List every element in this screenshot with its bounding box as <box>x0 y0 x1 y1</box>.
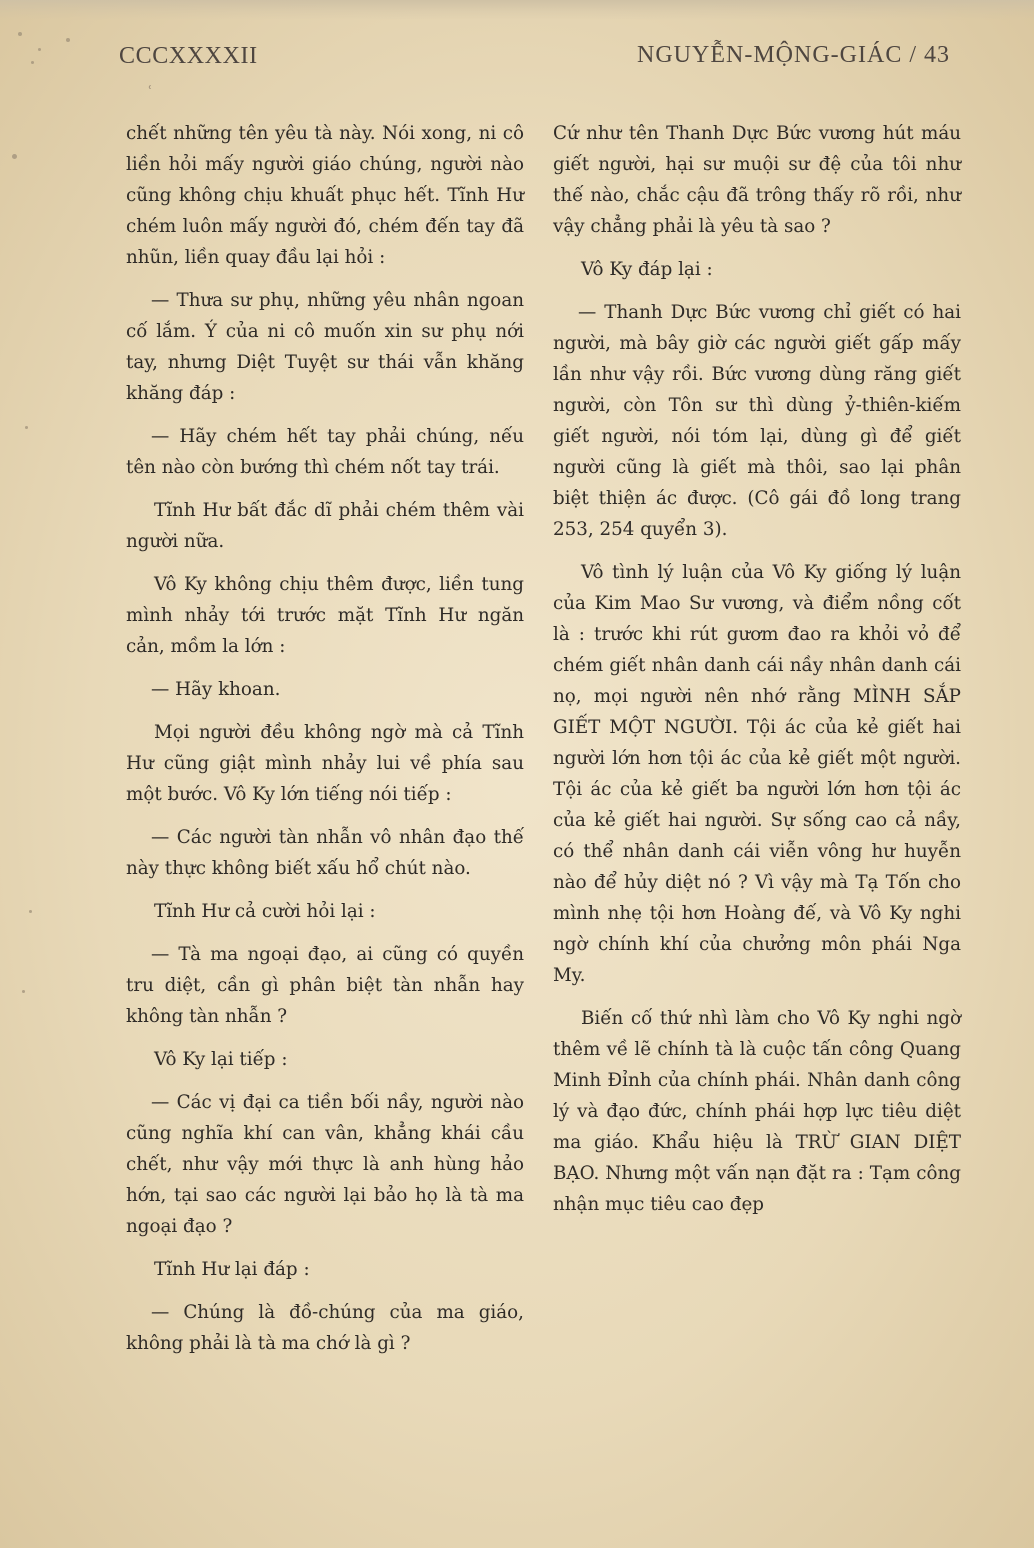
paragraph: Cứ như tên Thanh Dực Bức vương hút máu giết người, hại sư muội sư đệ của tôi như thế nào, chắc cậu đã trông thấy rõ rồi, như vậy chẳng phải là yêu tà sao ? <box>553 123 961 237</box>
dialogue-paragraph: — Các người tàn nhẫn vô nhân đạo thế này thực không biết xấu hổ chút nào. <box>126 827 524 879</box>
paragraph: Tĩnh Hư bất đắc dĩ phải chém thêm vài người nữa. <box>126 500 524 552</box>
page-top-edge <box>0 0 1034 20</box>
paragraph: Vô tình lý luận của Vô Ky giống lý luận của Kim Mao Sư vương, và điểm nồng cốt là : trước khi rút gươm đao ra khỏi vỏ để chém giết nhân danh cái nầy nhân danh cái nọ, mọi người nên nhớ rằng MÌNH SẮP GIẾT MỘT NGƯỜI. Tội ác của kẻ giết hai người lớn hơn tội ác của kẻ giết một người. Tội ác của kẻ giết ba người lớn hơn tội ác của kẻ giết hai người. Sự sống cao cả nầy, có thể nhân danh cái viễn vông hư huyễn nào để hủy diệt nó ? Vì vậy mà Tạ Tốn cho mình nhẹ tội hơn Hoàng đế, và Vô Ky nghi ngờ chính khí của chưởng môn phái Nga My. <box>553 562 961 986</box>
paper-speck <box>29 910 32 913</box>
paragraph: Tĩnh Hư cả cười hỏi lại : <box>154 901 376 922</box>
small-ink-mark: ՙ <box>148 84 153 100</box>
paragraph: Biến cố thứ nhì làm cho Vô Ky nghi ngờ thêm về lẽ chính tà là cuộc tấn công Quang Minh Đỉnh của chính phái. Nhân danh công lý và đạo đức, chính phái hợp lực tiêu diệt ma giáo. Khẩu hiệu là TRỪ GIAN DIỆT BẠO. Nhưng một vấn nạn đặt ra : Tạm công nhận mục tiêu cao đẹp <box>553 1008 961 1215</box>
paper-speck <box>18 32 22 36</box>
paper-speck <box>22 990 25 993</box>
paragraph: Vô Ky không chịu thêm được, liền tung mình nhảy tới trước mặt Tĩnh Hư ngăn cản, mồm la lớn : <box>126 574 524 657</box>
page-running-head-left: CCCXXXXII <box>119 43 258 69</box>
page-running-head-right: NGUYỄN-MỘNG-GIÁC / 43 <box>637 42 950 68</box>
paragraph: Mọi người đều không ngờ mà cả Tĩnh Hư cũng giật mình nhảy lui về phía sau một bước. Vô Ky lớn tiếng nói tiếp : <box>126 722 524 805</box>
dialogue-paragraph: — Chúng là đồ-chúng của ma giáo, không phải là tà ma chớ là gì ? <box>126 1302 524 1354</box>
left-text-column <box>126 118 524 1359</box>
paper-speck <box>31 61 34 64</box>
dialogue-paragraph: — Hãy khoan. <box>151 679 281 700</box>
dialogue-paragraph: — Tà ma ngoại đạo, ai cũng có quyền tru diệt, cần gì phân biệt tàn nhẫn hay không tàn nhẫn ? <box>126 944 524 1027</box>
paper-speck <box>38 48 41 51</box>
paragraph: Vô Ky lại tiếp : <box>154 1049 288 1070</box>
dialogue-paragraph: — Thanh Dực Bức vương chỉ giết có hai người, mà bây giờ các người giết gấp mấy lần như vậy rồi. Bức vương dùng răng giết người, còn Tôn sư thì dùng ỷ-thiên-kiếm giết người, nói tóm lại, dùng gì để giết người cũng là giết mà thôi, sao lại phân biệt thiện ác được. (Cô gái đồ long trang 253, 254 quyển 3). <box>553 302 961 540</box>
dialogue-paragraph: — Thưa sư phụ, những yêu nhân ngoan cố lắm. Ý của ni cô muốn xin sư phụ nới tay, nhưng Diệt Tuyệt sư thái vẫn khăng khăng đáp : <box>126 290 524 404</box>
paper-speck <box>66 38 70 42</box>
paper-speck <box>25 426 28 429</box>
paragraph: Vô Ky đáp lại : <box>581 259 713 280</box>
dialogue-paragraph: — Các vị đại ca tiền bối nầy, người nào cũng nghĩa khí can vân, khẳng khái cầu chết, như vậy mới thực là anh hùng hảo hớn, tại sao các người lại bảo họ là tà ma ngoại đạo ? <box>126 1092 524 1237</box>
dialogue-paragraph: — Hãy chém hết tay phải chúng, nếu tên nào còn bướng thì chém nốt tay trái. <box>126 426 524 478</box>
right-text-column <box>553 118 961 1220</box>
paper-speck <box>12 154 17 159</box>
paragraph: Tĩnh Hư lại đáp : <box>154 1259 310 1280</box>
paragraph: chết những tên yêu tà này. Nói xong, ni cô liền hỏi mấy người giáo chúng, người nào cũng không chịu khuất phục hết. Tĩnh Hư chém luôn mấy người đó, chém đến tay đã nhũn, liền quay đầu lại hỏi : <box>126 123 524 268</box>
